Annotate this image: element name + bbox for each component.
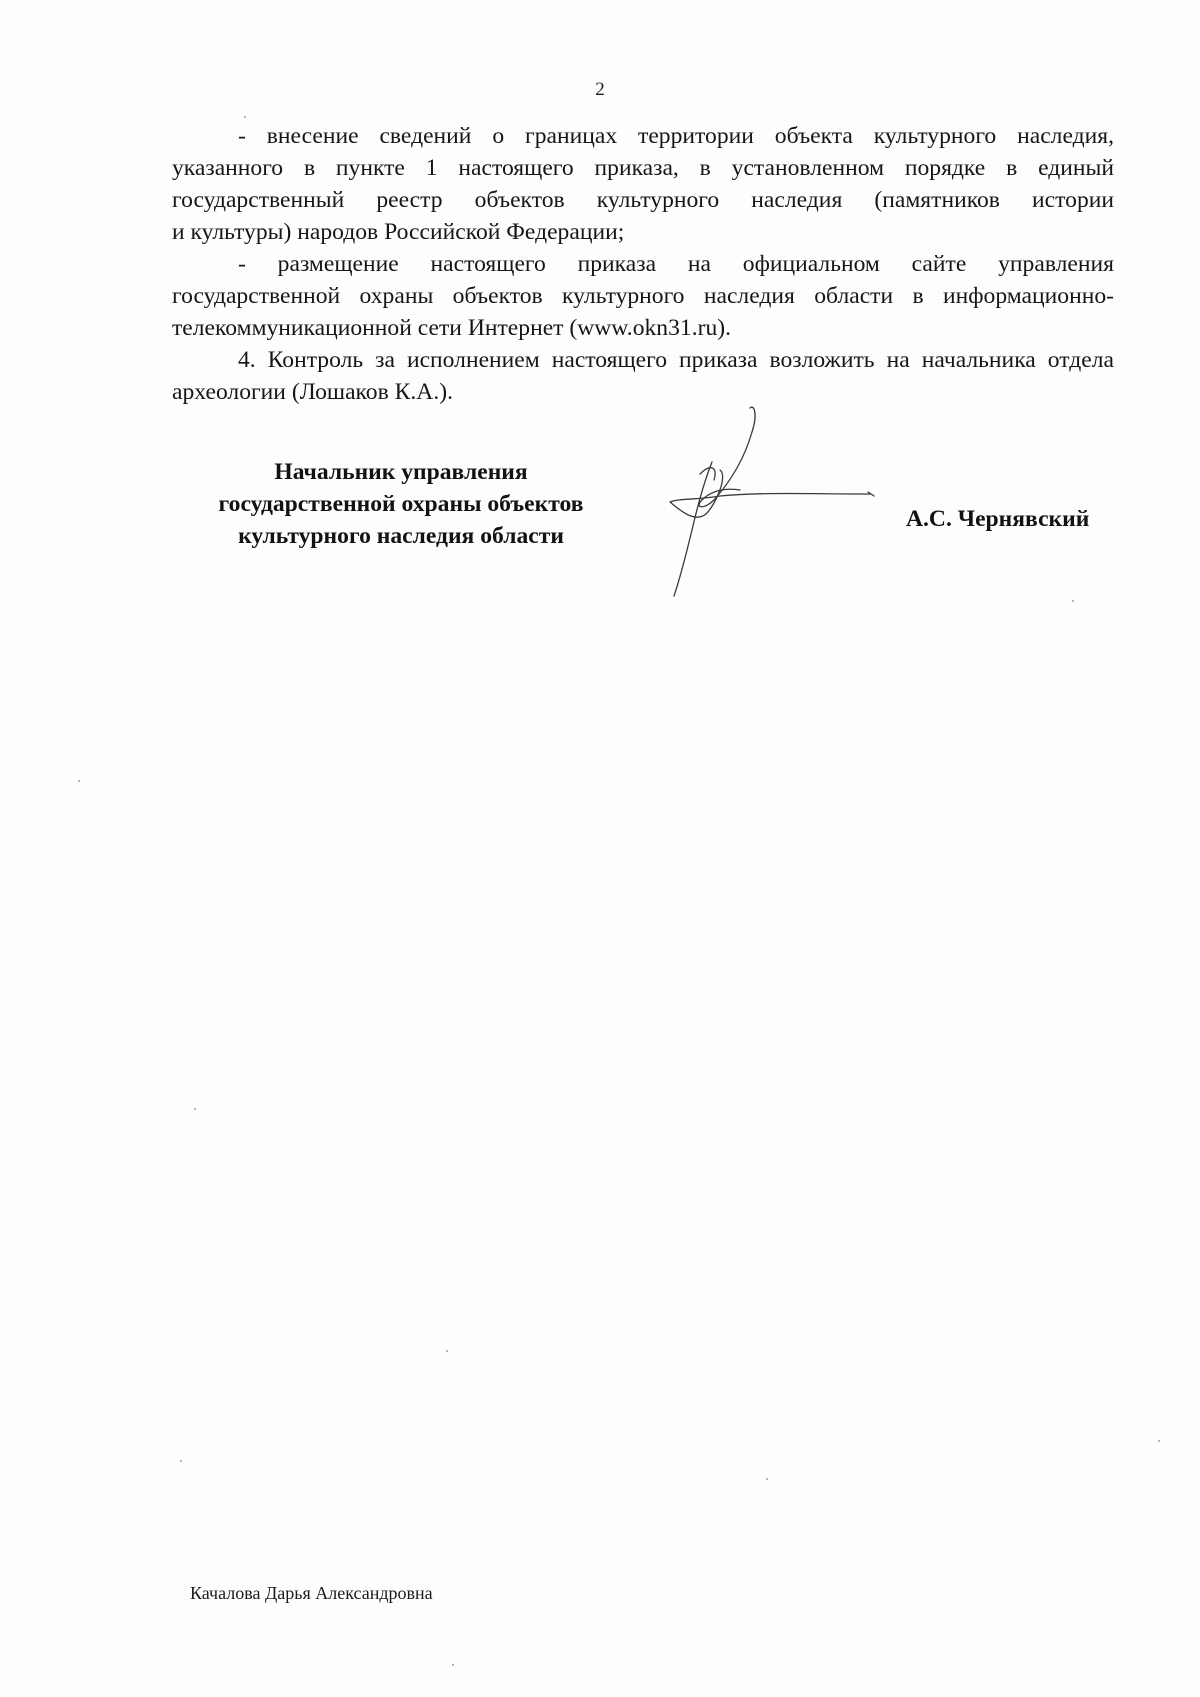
paragraph-text: - внесение сведений о границах территории объекта культурного наследия, [238, 123, 1114, 149]
scan-speck [452, 1664, 454, 1666]
paragraph-registry-line4: и культуры) народов Российской Федерации; [172, 219, 625, 245]
paragraph-control-line2: археологии (Лошаков К.А.). [172, 379, 453, 405]
paragraph-text: 4. Контроль за исполнением настоящего приказа возложить на начальника отдела [238, 347, 1114, 373]
signer-position [186, 456, 616, 552]
signer-position-line: культурного наследия области [238, 523, 564, 549]
paragraph-registry-line1 [172, 120, 1114, 152]
scan-speck [180, 1460, 182, 1462]
paragraph-registry-line2: указанного в пункте 1 настоящего приказа, в установленном порядке в единый [172, 155, 1114, 181]
paragraph-website-line2: государственной охраны объектов культурного наследия области в информационно- [172, 283, 1114, 309]
paragraph-website-line1 [172, 248, 1114, 280]
scan-speck [766, 1478, 768, 1480]
scan-speck [1072, 600, 1074, 602]
paragraph-text: - размещение настоящего приказа на официальном сайте управления [238, 251, 1114, 277]
scan-speck [244, 116, 246, 118]
signer-name: А.С. Чернявский [906, 506, 1090, 532]
scan-speck [446, 1350, 448, 1352]
paragraph-registry-line3: государственный реестр объектов культурного наследия (памятников истории [172, 187, 1114, 213]
executor-name: Качалова Дарья Александровна [190, 1583, 433, 1603]
scan-speck [1158, 1440, 1160, 1442]
signer-position-line: государственной охраны объектов [218, 491, 584, 517]
scan-speck [78, 780, 80, 782]
scan-speck [194, 1108, 196, 1110]
paragraph-control-line1 [172, 344, 1114, 376]
signer-position-line: Начальник управления [274, 459, 528, 485]
page-number: 2 [595, 79, 605, 100]
handwritten-signature [660, 404, 900, 604]
paragraph-website-line3: телекоммуникационной сети Интернет (www.okn31.ru). [172, 315, 732, 341]
